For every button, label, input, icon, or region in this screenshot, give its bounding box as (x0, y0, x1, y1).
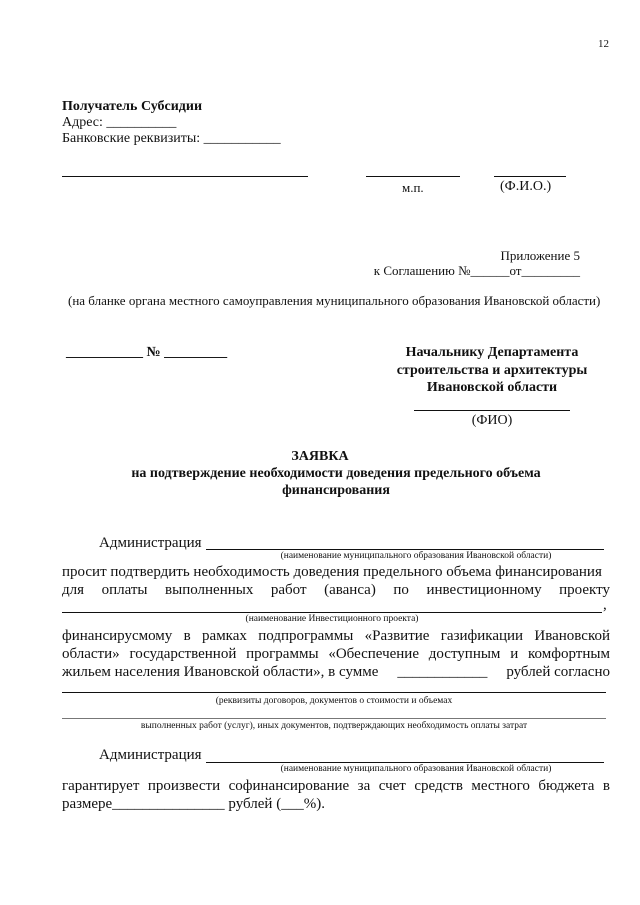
paragraph-1-line-1 (62, 564, 610, 581)
addressee-fio-line (414, 410, 570, 411)
appendix-line-1: Приложение 5 (500, 248, 580, 263)
amount-blank: ____________ (397, 664, 488, 680)
paragraph-2-line-3 (62, 664, 610, 681)
admin2-hint: (наименование муниципального образования Ивановской области) (280, 764, 552, 774)
project-line (62, 612, 602, 613)
word: бюджета (538, 778, 595, 794)
addressee-line-1: Начальнику Департамента (405, 345, 579, 360)
fio-label: (Ф.И.О.) (500, 179, 552, 194)
word: оплаты (101, 582, 148, 598)
document-subtitle-line-1: на подтверждение необходимости доведения предельного объема (131, 466, 541, 481)
signature-line-mp (366, 176, 460, 177)
word: и (510, 646, 519, 662)
word: гарантирует (62, 778, 140, 794)
address-label: Адрес: (62, 115, 103, 130)
paragraph-2-line-1 (62, 628, 610, 645)
address-blank: __________ (106, 115, 177, 130)
appendix-line-2: к Соглашению №______от_________ (373, 263, 580, 278)
word: «Обеспечение (328, 646, 419, 662)
recipient-title: Получатель Субсидии (62, 99, 203, 114)
signature-line-long (62, 176, 308, 177)
bank-blank: ___________ (203, 131, 281, 146)
paragraph-3-line-1 (62, 778, 610, 795)
document-title: ЗАЯВКА (291, 449, 349, 464)
paragraph-2-line-3-end: рублей согласно (506, 664, 610, 680)
word: счет (378, 778, 406, 794)
admin-line (206, 549, 604, 550)
word: финансирусмому (62, 628, 173, 644)
ref-number-blank-right: _________ (164, 345, 228, 360)
word: комфортным (528, 646, 610, 662)
addressee-line-3: Ивановской области (426, 380, 558, 395)
docs-hint-2: выполненных работ (услуг), иных документов, подтверждающих необходимость оплаты затрат (140, 721, 528, 731)
page-number: 12 (598, 38, 609, 50)
word: доступным (428, 646, 501, 662)
bank-line (62, 131, 281, 147)
word: выполненных (165, 582, 254, 598)
word: газификации (440, 628, 524, 644)
word: Ивановской (534, 628, 610, 644)
admin-label: Администрация (99, 535, 202, 551)
word: средств (414, 778, 463, 794)
word: программы (246, 646, 319, 662)
word: области» (62, 646, 120, 662)
ref-number-sign: № (146, 345, 161, 360)
paragraph-1-line-1-text: просит подтвердить необходимость доведения предельного объема финансирования (62, 564, 602, 580)
word: инвестиционному (426, 582, 542, 598)
address-line (62, 115, 176, 131)
document-subtitle-line-2: финансирования (282, 483, 390, 498)
admin2-label: Администрация (99, 747, 202, 763)
letterhead-note: (на бланке органа местного самоуправления муниципального образования Ивановской области) (68, 293, 601, 308)
project-hint: (наименование Инвестиционного проекта) (245, 614, 419, 624)
word: проекту (559, 582, 610, 598)
word: произвести (147, 778, 221, 794)
admin2-line (206, 762, 604, 763)
word: софинансирование (228, 778, 350, 794)
addressee-fio-label: (ФИО) (471, 413, 513, 428)
word: подпрограммы (258, 628, 354, 644)
paragraph-3-line-2: размере_______________ рублей (___%). (62, 796, 325, 812)
mp-label: м.п. (402, 180, 424, 195)
addressee-line-2: строительства и архитектуры (396, 363, 588, 378)
docs-hint-1: (реквизиты договоров, документов о стоимости и объемах (215, 696, 453, 706)
project-comma: , (603, 597, 607, 613)
paragraph-1-line-2 (62, 582, 610, 599)
bank-label: Банковские реквизиты: (62, 131, 201, 146)
word: за (357, 778, 371, 794)
paragraph-2-line-3-start: жильем населения Ивановской области», в сумме (62, 664, 379, 680)
ref-number (66, 345, 227, 361)
word: (аванса) (324, 582, 376, 598)
docs-line-1 (62, 692, 606, 693)
word: «Развитие (364, 628, 430, 644)
word: рамках (202, 628, 247, 644)
ref-number-blank-left: ___________ (66, 345, 143, 360)
word: местного (471, 778, 530, 794)
signature-line-fio (494, 176, 566, 177)
word: государственной (129, 646, 237, 662)
word: для (62, 582, 85, 598)
admin-hint: (наименование муниципального образования Ивановской области) (280, 551, 552, 561)
word: в (183, 628, 191, 644)
docs-line-2 (62, 718, 606, 719)
word: по (393, 582, 409, 598)
word: работ (270, 582, 307, 598)
word: в (602, 778, 610, 794)
paragraph-2-line-2 (62, 646, 610, 663)
